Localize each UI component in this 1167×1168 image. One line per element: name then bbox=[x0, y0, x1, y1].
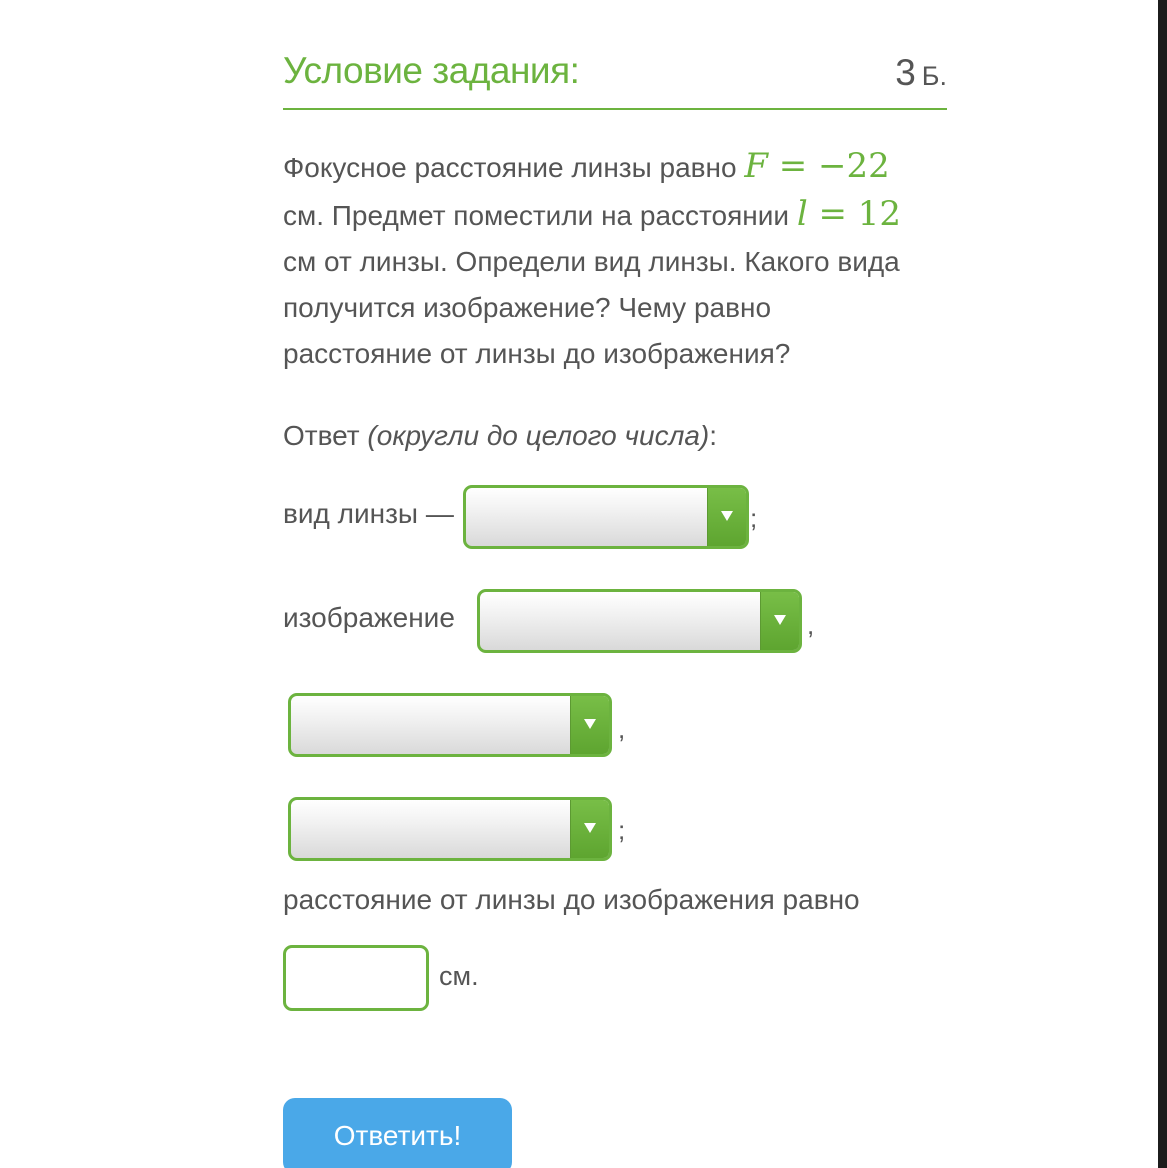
answer-label-text: Ответ bbox=[283, 420, 368, 451]
lens-type-label: вид линзы — bbox=[283, 498, 454, 529]
dropdown-button[interactable] bbox=[570, 800, 609, 858]
task-line-5: расстояние от линзы до изображения? bbox=[283, 338, 791, 369]
answer-hint: (округли до целого числа) bbox=[367, 420, 710, 451]
task-card bbox=[283, 0, 947, 1168]
answer-label bbox=[283, 420, 717, 452]
task-line-2 bbox=[283, 191, 947, 239]
image-type-select-3[interactable] bbox=[288, 797, 612, 861]
lens-type-punct: ; bbox=[750, 503, 758, 533]
image-punct-2: , bbox=[618, 714, 626, 744]
image-punct-1: , bbox=[807, 610, 815, 640]
dropdown-button[interactable] bbox=[707, 488, 746, 546]
task-header bbox=[283, 48, 947, 110]
math-variable: F bbox=[744, 146, 768, 186]
task-title: Условие задания: bbox=[283, 50, 580, 91]
task-points bbox=[895, 52, 947, 94]
task-line-4: получится изображение? Чему равно bbox=[283, 292, 772, 323]
image-type-select-1[interactable] bbox=[477, 589, 802, 653]
points-unit: Б. bbox=[921, 61, 947, 91]
math-value: = −22 bbox=[767, 146, 890, 186]
dropdown-button[interactable] bbox=[570, 696, 609, 754]
task-statement bbox=[283, 143, 947, 377]
math-object-distance bbox=[797, 194, 901, 234]
math-focal-length bbox=[744, 146, 889, 186]
triangle-down-icon bbox=[721, 511, 733, 521]
triangle-down-icon bbox=[584, 823, 596, 833]
task-line-1 bbox=[283, 143, 947, 191]
triangle-down-icon bbox=[584, 719, 596, 729]
lens-type-select[interactable] bbox=[463, 485, 749, 549]
dropdown-button[interactable] bbox=[760, 592, 799, 650]
image-type-select-2[interactable] bbox=[288, 693, 612, 757]
triangle-down-icon bbox=[774, 615, 786, 625]
image-punct-3: ; bbox=[618, 815, 626, 845]
math-value: = 12 bbox=[807, 194, 902, 234]
distance-input[interactable] bbox=[283, 945, 429, 1011]
points-value: 3 bbox=[895, 52, 916, 93]
distance-label: расстояние от линзы до изображения равно bbox=[283, 884, 860, 915]
math-variable: l bbox=[796, 194, 808, 234]
task-text: см. Предмет поместили на расстоянии bbox=[283, 200, 797, 231]
answer-label-colon: : bbox=[709, 420, 718, 451]
task-line-3: см от линзы. Определи вид линзы. Какого вида bbox=[283, 246, 900, 277]
image-label: изображение bbox=[283, 602, 455, 633]
window-edge bbox=[1158, 0, 1167, 1168]
submit-button[interactable]: Ответить! bbox=[283, 1098, 512, 1168]
distance-unit: см. bbox=[439, 961, 479, 991]
task-text: Фокусное расстояние линзы равно bbox=[283, 152, 745, 183]
